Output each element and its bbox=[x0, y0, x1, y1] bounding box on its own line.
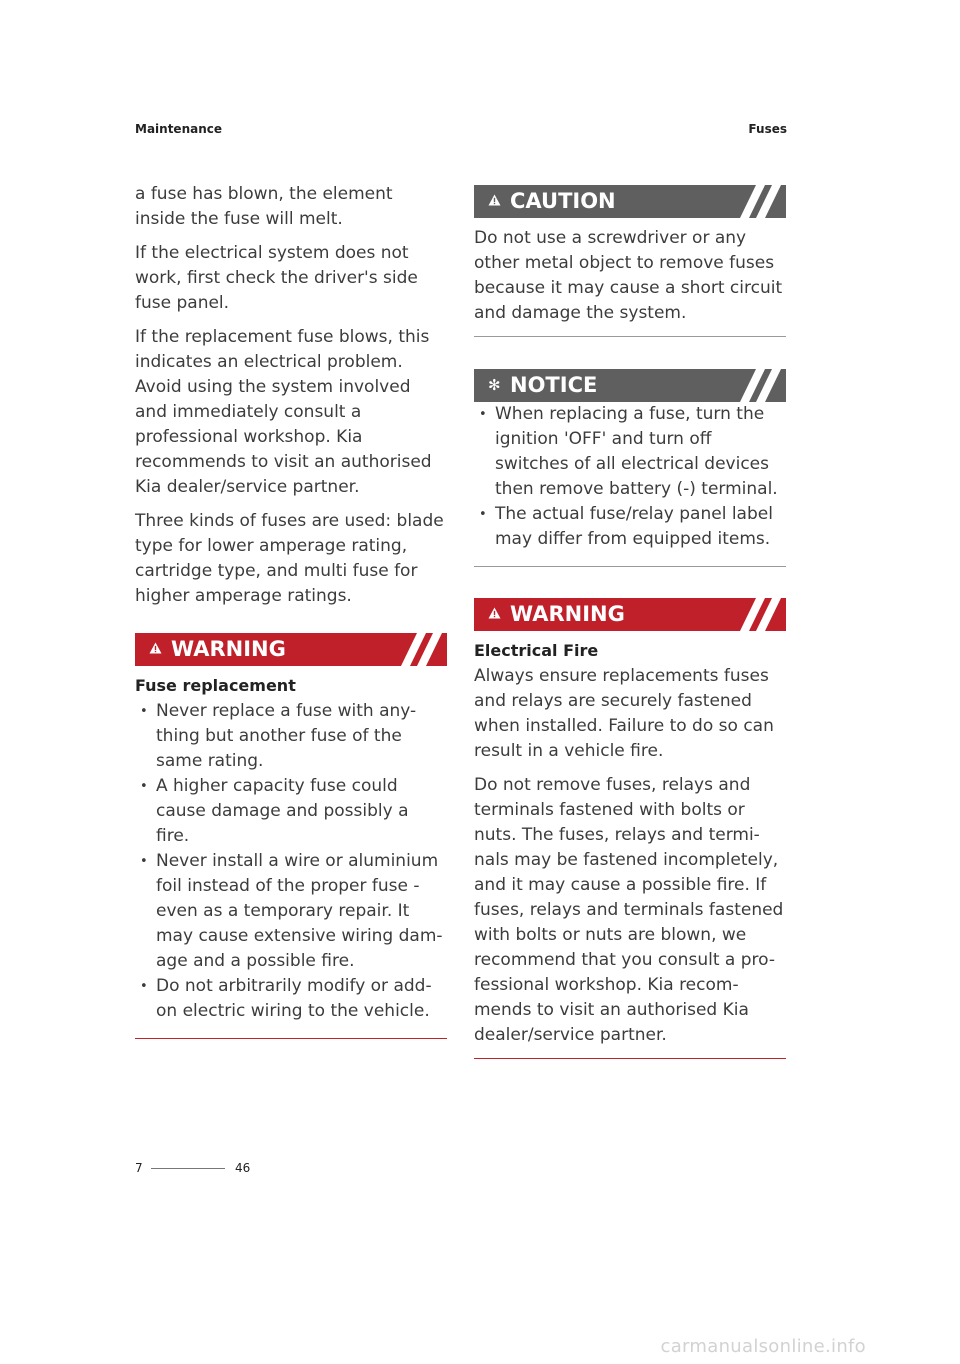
notice-list bbox=[474, 402, 786, 552]
watermark: carmanualsonline.info bbox=[660, 1336, 866, 1357]
warning-triangle-icon bbox=[149, 634, 171, 667]
caution-banner bbox=[474, 185, 786, 218]
caution-text: Do not use a screwdriver or any other metal object to remove fuses because it may cause a short circuit and damage the system. bbox=[474, 228, 783, 323]
paragraph: Do not remove fuses, relays and terminals fastened with bolts or nuts. The fuses, relays and termi- nals may be fastened incompletely, and it may cause a possible fire. If fuses, relays and terminals fastened with bolts or nuts are blown, we recommend that you consult a pro- fessional workshop. Kia recom- mends to visit an authorised Kia dealer/service partner. bbox=[474, 775, 784, 1045]
warning-title: WARNING bbox=[171, 637, 286, 661]
page-footer bbox=[135, 1161, 251, 1175]
page-number: 46 bbox=[235, 1161, 251, 1175]
list-item: • Do not arbitrarily modify or add- on electric wiring to the vehicle. bbox=[135, 974, 447, 1024]
chapter-number: 7 bbox=[135, 1161, 143, 1175]
paragraph: Always ensure replacements fuses and relays are securely fastened when installed. Failure to do so can result in a vehicle fire. bbox=[474, 666, 774, 761]
warning-title: WARNING bbox=[510, 602, 625, 626]
asterisk-icon: ✻ bbox=[488, 376, 501, 394]
warning-banner bbox=[135, 633, 447, 666]
right-column bbox=[474, 185, 786, 1059]
header-topic: Fuses bbox=[748, 122, 787, 136]
list-item: • Never replace a fuse with any- thing but another fuse of the same rating. bbox=[135, 699, 447, 774]
divider bbox=[135, 1038, 447, 1039]
stripes-decoration bbox=[736, 598, 786, 631]
stripes-decoration bbox=[736, 369, 786, 402]
footer-rule bbox=[151, 1168, 225, 1169]
caution-title: CAUTION bbox=[510, 189, 616, 213]
list-item: • A higher capacity fuse could cause damage and possibly a fire. bbox=[135, 774, 447, 849]
divider bbox=[474, 1058, 786, 1059]
warning-subtitle: Fuse replacement bbox=[135, 676, 296, 695]
paragraph: If the electrical system does not work, first check the driver's side fuse panel. bbox=[135, 243, 418, 313]
warning-triangle-icon bbox=[488, 599, 510, 632]
stripes-decoration bbox=[397, 633, 447, 666]
list-item: • Never install a wire or aluminium foil instead of the proper fuse - even as a temporary repair. It may cause extensive wiring dam- age and a possible fire. bbox=[135, 849, 447, 974]
paragraph: a fuse has blown, the element inside the fuse will melt. bbox=[135, 184, 393, 229]
divider bbox=[474, 336, 786, 337]
list-item: • When replacing a fuse, turn the ignition 'OFF' and turn off switches of all electrical devices then remove battery (-) terminal. bbox=[474, 402, 786, 502]
header-section: Maintenance bbox=[135, 122, 223, 136]
warning-triangle-icon bbox=[488, 186, 510, 219]
warning-banner bbox=[474, 598, 786, 631]
paragraph: Three kinds of fuses are used: blade type for lower amperage rating, cartridge type, and multi fuse for higher amperage ratings. bbox=[135, 511, 444, 606]
notice-title: NOTICE bbox=[510, 373, 598, 397]
divider bbox=[474, 566, 786, 567]
left-column bbox=[135, 182, 447, 1039]
list-item: • The actual fuse/relay panel label may differ from equipped items. bbox=[474, 502, 786, 552]
warning-list bbox=[135, 699, 447, 1024]
warning-subtitle: Electrical Fire bbox=[474, 641, 599, 660]
stripes-decoration bbox=[736, 185, 786, 218]
notice-banner bbox=[474, 369, 786, 402]
paragraph: If the replacement fuse blows, this indicates an electrical problem. Avoid using the system involved and immediately consult a professional workshop. Kia recommends to visit an authorised Kia dealer/service partner. bbox=[135, 327, 432, 497]
